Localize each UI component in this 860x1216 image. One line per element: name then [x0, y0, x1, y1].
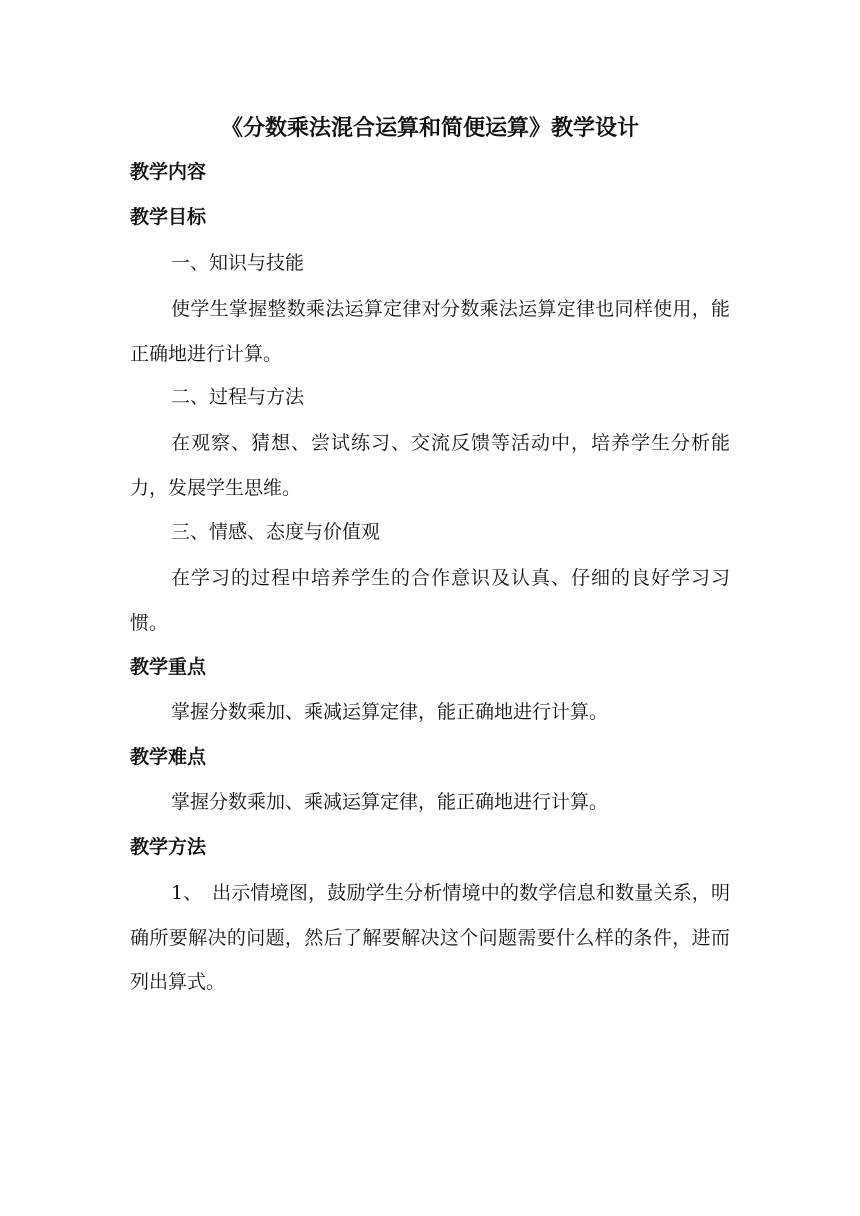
key-points-text: 掌握分数乘加、乘减运算定律，能正确地进行计算。 — [171, 701, 609, 723]
objective-3-title: 三、情感、态度与价值观 — [171, 521, 381, 543]
method-1-text: 1、 出示情境图，鼓励学生分析情境中的数学信息和数量关系，明确所要解决的问题，然后了解要解决这个问题需要什么样的条件，进而列出算式。 — [130, 882, 730, 993]
difficulties-text: 掌握分数乘加、乘减运算定律，能正确地进行计算。 — [171, 791, 609, 813]
heading-difficulties: 教学难点 — [130, 746, 207, 768]
heading-teaching-objectives: 教学目标 — [130, 206, 207, 228]
objective-2-title: 二、过程与方法 — [171, 386, 305, 408]
objective-2-text: 在观察、猜想、尝试练习、交流反馈等活动中，培养学生分析能力，发展学生思维。 — [130, 432, 730, 499]
heading-teaching-content: 教学内容 — [130, 161, 207, 183]
heading-key-points: 教学重点 — [130, 656, 207, 678]
objective-3-text: 在学习的过程中培养学生的合作意识及认真、仔细的良好学习习惯。 — [130, 567, 730, 634]
heading-teaching-methods: 教学方法 — [130, 836, 207, 858]
document-title: 《分数乘法混合运算和简便运算》教学设计 — [220, 115, 639, 141]
objective-1-text: 使学生掌握整数乘法运算定律对分数乘法运算定律也同样使用，能正确地进行计算。 — [130, 298, 730, 365]
objective-1-title: 一、知识与技能 — [171, 252, 305, 274]
